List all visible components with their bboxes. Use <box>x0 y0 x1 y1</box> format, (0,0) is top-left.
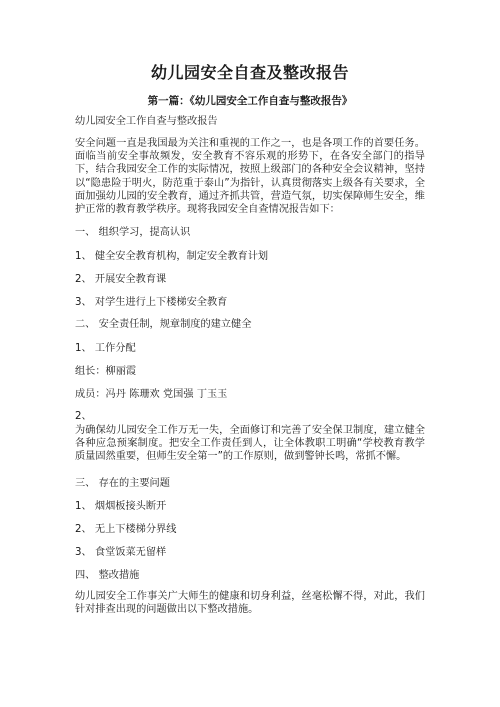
section-3-heading: 三、 存在的主要问题 <box>75 478 170 489</box>
team-leader: 组长：柳丽霞 <box>75 366 137 377</box>
closing-paragraph: 幼儿园安全工作事关广大师生的健康和切身利益，丝毫松懈不得，对此，我们针对排查出现的问题做出以下整改措施。 <box>75 591 425 616</box>
section-1-item-2: 2、 开展安全教育课 <box>75 274 167 285</box>
document-title: 幼儿园安全自查及整改报告 <box>150 63 349 82</box>
section-4-heading: 四、 整改措施 <box>75 570 140 581</box>
section-1-item-3: 3、 对学生进行上下楼梯安全教育 <box>75 297 228 308</box>
team-members: 成员：冯丹 陈珊欢 党国强 丁玉玉 <box>75 389 228 400</box>
section-1-heading: 一、 组织学习，提高认识 <box>75 227 191 238</box>
section-2-item-1: 1、 工作分配 <box>75 343 136 354</box>
section-1-item-1: 1、 健全安全教育机构，制定安全教育计划 <box>75 251 269 262</box>
section-2-item-2-paragraph: 为确保幼儿园安全工作万无一失，全面修订和完善了安全保卫制度，建立健全各种应急预案制度。把安全工作责任到人，让全体教职工明确“学校教育教学质量固然重要，但师生安全第一”的工作原则，做到警钟长鸣，常抓不懈。 <box>75 425 425 463</box>
section-3-item-3: 3、 食堂饭菜无留样 <box>75 547 167 558</box>
section-3-item-1: 1、 烟烟板接头断开 <box>75 501 167 512</box>
section-2-heading: 二、 安全责任制，规章制度的建立健全 <box>75 319 252 330</box>
section-heading: 幼儿园安全工作自查与整改报告 <box>75 116 218 127</box>
section-3-item-2: 2、 无上下楼梯分界线 <box>75 524 177 535</box>
intro-paragraph: 安全问题一直是我国最为关注和重视的工作之一，也是各项工作的首要任务。面临当前安全事故频发，安全教育不容乐观的形势下，在各安全部门的指导下，结合我园安全工作的实际情况，按照上级部门的各种安全会议精神，坚持以“隐患险于明火，防范重于泰山”为指针，认真贯彻落实上级各有关要求，全面加强幼儿园的安全教育，通过齐抓共管，营造气氛，切实保障师生安全，维护正常的教育教学秩序。现将我园安全自查情况报告如下： <box>75 138 425 216</box>
section-2-item-2-number: 2、 <box>75 411 92 422</box>
document-subtitle: 第一篇：《幼儿园安全工作自查与整改报告》 <box>147 95 353 107</box>
